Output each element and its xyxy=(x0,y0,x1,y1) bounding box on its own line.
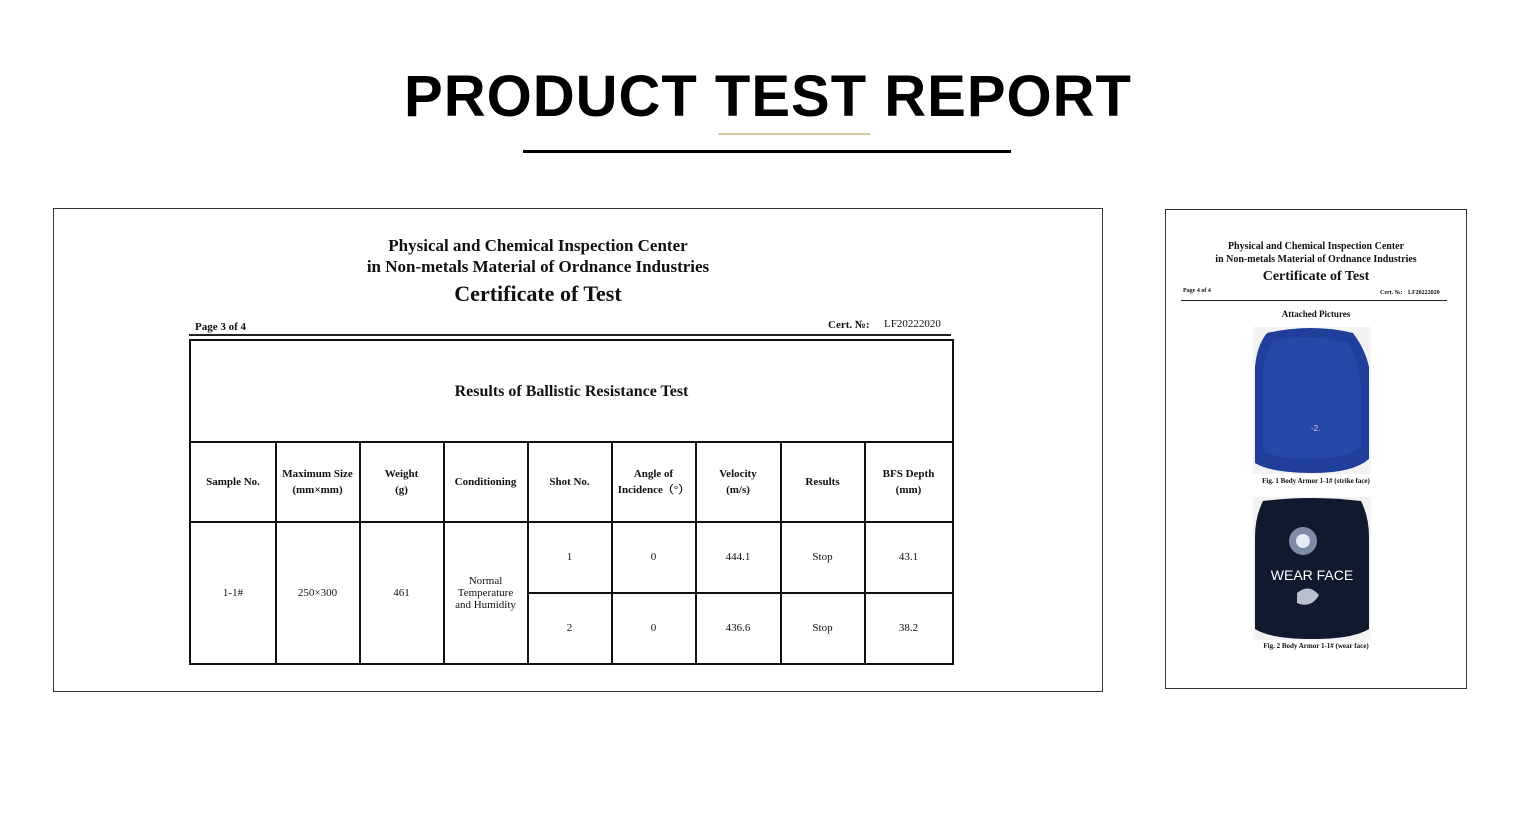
certificate-page-4 xyxy=(1165,209,1467,689)
header-results: Results xyxy=(805,475,840,488)
attached-pictures-title: Attached Pictures xyxy=(1281,309,1351,319)
header-bfs-depth: BFS Depth (mm) xyxy=(882,467,935,496)
cell-weight: 461 xyxy=(393,586,410,599)
photo-mark: -2. xyxy=(1311,424,1321,433)
cell-shot-no: 1 xyxy=(566,551,573,563)
cell-angle: 0 xyxy=(650,622,657,634)
armor-strike-face-image xyxy=(1253,327,1371,474)
cell-result: Stop xyxy=(812,622,833,634)
certificate-title: Certificate of Test xyxy=(454,281,622,306)
header-rule xyxy=(189,334,951,336)
cert-number-label: Cert. №: xyxy=(828,319,870,331)
header-max-size: Maximum Size (mm×mm) xyxy=(282,467,353,496)
armor-strike-face-photo xyxy=(1253,327,1371,474)
header-conditioning: Conditioning xyxy=(454,475,517,488)
header-rule xyxy=(1181,300,1447,301)
page-number: Page 3 of 4 xyxy=(195,321,247,333)
header-angle: Angle of Incidence（°） xyxy=(617,467,690,496)
table-title: Results of Ballistic Resistance Test xyxy=(454,383,689,400)
cell-result: Stop xyxy=(812,551,833,563)
certificate-title: Certificate of Test xyxy=(1262,269,1370,284)
org-name-line2: in Non-metals Material of Ordnance Industries xyxy=(1215,254,1417,265)
figure-2-caption: Fig. 2 Body Armor 1-1# (wear face) xyxy=(1263,642,1369,650)
page-number: Page 4 of 4 xyxy=(1183,288,1211,294)
cell-bfs-depth: 38.2 xyxy=(898,622,919,634)
org-name-line2: in Non-metals Material of Ordnance Industries xyxy=(366,257,710,276)
cell-sample-no: 1-1# xyxy=(222,586,244,599)
cell-velocity: 436.6 xyxy=(725,622,751,634)
certificate-page-3 xyxy=(53,208,1103,692)
org-name-line1: Physical and Chemical Inspection Center xyxy=(1227,241,1405,252)
results-table xyxy=(189,339,954,665)
cert-number: LF20222020 xyxy=(884,318,941,330)
armor-wear-face-photo xyxy=(1253,497,1371,640)
cell-angle: 0 xyxy=(650,551,657,563)
title-accent-line xyxy=(718,133,870,135)
cert-number-label: Cert. №: xyxy=(1380,290,1403,296)
page-title: PRODUCT TEST REPORT xyxy=(404,64,1132,129)
cert-number: LF20222020 xyxy=(1408,290,1440,296)
wear-face-label: WEAR FACE xyxy=(1270,567,1354,583)
header-weight: Weight (g) xyxy=(384,467,419,496)
cell-max-size: 250×300 xyxy=(297,586,338,599)
cell-velocity: 444.1 xyxy=(725,551,751,563)
title-underline xyxy=(523,150,1011,153)
header-sample-no: Sample No. xyxy=(206,475,260,488)
cell-shot-no: 2 xyxy=(566,622,573,634)
cell-conditioning: Normal Temperature and Humidity xyxy=(455,574,516,611)
header-shot-no: Shot No. xyxy=(549,475,590,488)
cell-bfs-depth: 43.1 xyxy=(898,551,919,563)
figure-1-caption: Fig. 1 Body Armor 1-1# (strike face) xyxy=(1262,477,1370,485)
header-velocity: Velocity (m/s) xyxy=(719,467,757,496)
org-name-line1: Physical and Chemical Inspection Center xyxy=(388,236,688,255)
